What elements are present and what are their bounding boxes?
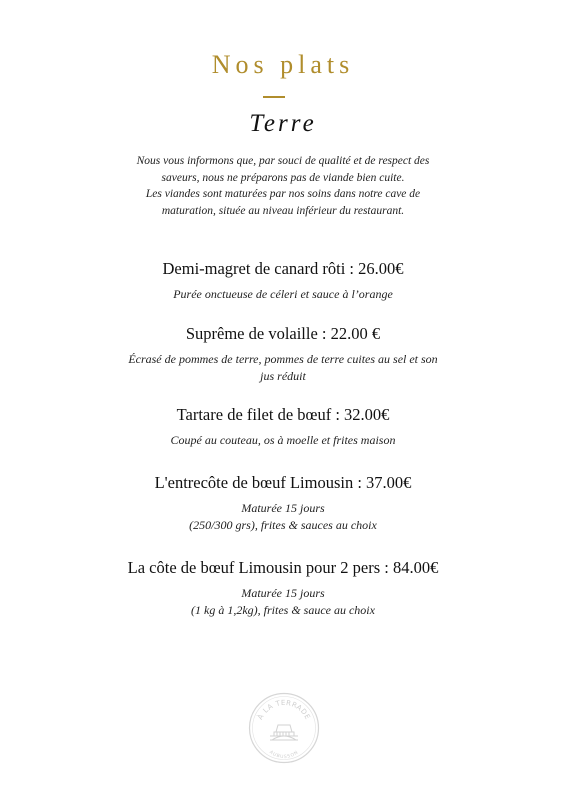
restaurant-logo	[248, 692, 320, 764]
dish-description	[40, 500, 526, 534]
dish-description	[40, 432, 526, 449]
dish-description	[40, 585, 526, 619]
logo-text-bottom: AUBUSSON	[268, 750, 300, 761]
dish-name: Demi-magret de canard rôti : 26.00€	[162, 259, 404, 278]
dish-name: Suprême de volaille : 22.00 €	[185, 324, 381, 343]
dish-name: L'entrecôte de bœuf Limousin : 37.00€	[154, 473, 412, 492]
logo-text-top: À LA TERRADE	[256, 698, 312, 722]
intro-line: Les viandes sont maturées par nos soins dans notre cave de	[145, 188, 421, 200]
dish-description-line: Purée onctueuse de céleri et sauce à l’orange	[173, 287, 393, 301]
dish-item-supreme	[40, 323, 526, 385]
dish-description-line: (1 kg à 1,2kg), frites & sauce au choix	[191, 603, 375, 617]
dish-description-line: Coupé au couteau, os à moelle et frites maison	[170, 433, 396, 447]
intro-line: saveurs, nous ne préparons pas de viande bien cuite.	[161, 171, 405, 184]
dish-description-line: Écrasé de pommes de terre, pommes de terre cuites au sel et son	[128, 352, 438, 366]
intro-paragraph	[90, 153, 476, 219]
dish-item-magret	[40, 258, 526, 303]
dish-description-line: (250/300 grs), frites & sauces au choix	[189, 518, 377, 532]
title-divider	[263, 96, 285, 98]
intro-line: Nous vous informons que, par souci de qualité et de respect des	[136, 155, 430, 167]
dish-description	[40, 286, 526, 303]
intro-line: maturation, située au niveau inférieur du restaurant.	[161, 204, 405, 217]
dish-description-line: Maturée 15 jours	[241, 586, 325, 600]
dish-description-line: jus réduit	[260, 369, 306, 383]
page-title: Nos plats	[211, 50, 355, 79]
dish-name: La côte de bœuf Limousin pour 2 pers : 84.00€	[127, 558, 439, 577]
dish-description	[40, 351, 526, 385]
dish-item-tartare	[40, 404, 526, 449]
dish-item-cote-de-boeuf	[40, 557, 526, 619]
bridge-icon	[270, 725, 298, 740]
dish-item-entrecote	[40, 472, 526, 534]
dish-name: Tartare de filet de bœuf : 32.00€	[176, 405, 390, 424]
dish-description-line: Maturée 15 jours	[241, 501, 325, 515]
section-title: Terre	[249, 110, 317, 137]
